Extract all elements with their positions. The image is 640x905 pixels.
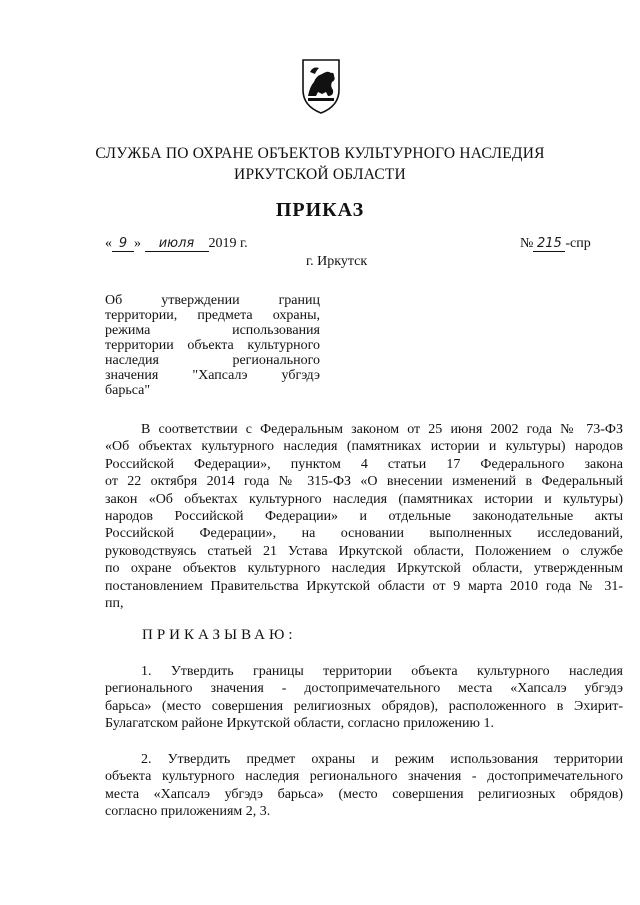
- item-2-line: 2. Утвердить предмет охраны и режим использования территории: [141, 752, 623, 767]
- date-close-quote: »: [134, 236, 141, 251]
- date-month: июля: [145, 237, 209, 252]
- order-item-1: [105, 663, 623, 733]
- preamble-line: постановлением Правительства Иркутской области от 9 марта 2010 года № 31-: [105, 578, 623, 594]
- order-number: [520, 236, 591, 252]
- number-value: 215: [533, 237, 565, 252]
- organization-name-line-1: СЛУЖБА ПО ОХРАНЕ ОБЪЕКТОВ КУЛЬТУРНОГО НАСЛЕДИЯ: [95, 145, 545, 162]
- subject-line: территории объекта культурного: [105, 338, 320, 353]
- date-day: 9: [112, 237, 134, 252]
- item-2-line: согласно приложениям 2, 3.: [105, 804, 271, 820]
- preamble-line: от 22 октября 2014 года № 315-ФЗ «О внесении изменений в Федеральный: [105, 474, 623, 490]
- preamble-line: закон «Об объектах культурного наследия (памятниках истории и культуры): [105, 491, 623, 507]
- item-1-line: барьса» (место совершения религиозных обрядов), расположенного в Эхирит-: [105, 698, 623, 714]
- preamble-line: по охране объектов культурного наследия Иркутской области, утвержденным: [105, 561, 623, 577]
- item-1-line: Булагатском районе Иркутской области, согласно приложению 1.: [105, 716, 494, 732]
- item-2-line: места «Хапсалэ убгэдэ барьса» (место совершения религиозных обрядов): [105, 786, 623, 802]
- subject-line: Об утверждении границ: [105, 293, 320, 308]
- preamble-paragraph: [105, 421, 623, 612]
- subject-line: значения "Хапсалэ убгэдэ: [105, 368, 320, 383]
- irkutsk-coat-of-arms-icon: [300, 56, 342, 116]
- item-2-line: объекта культурного наследия регионального значения - достопримечательного: [105, 769, 623, 785]
- item-1-line: 1. Утвердить границы территории объекта культурного наследия: [141, 664, 623, 679]
- subject-line: наследия регионального: [105, 353, 320, 368]
- order-date: [105, 236, 248, 252]
- number-suffix: -спр: [565, 236, 591, 251]
- document-title: ПРИКАЗ: [275, 199, 365, 221]
- order-item-2: [105, 751, 623, 821]
- city: г. Иркутск: [306, 254, 368, 269]
- subject-line: режима использования: [105, 323, 320, 338]
- subject-line: территории, предмета охраны,: [105, 308, 320, 323]
- date-open-quote: «: [105, 236, 112, 251]
- preamble-line: Российской Федерации», на основании выполненных исследований,: [105, 526, 623, 542]
- order-word: ПРИКАЗЫВАЮ:: [142, 627, 297, 643]
- preamble-line: руководствуясь статьей 21 Устава Иркутской области, Положением о службе: [105, 543, 623, 559]
- subject-line: барьса": [105, 383, 151, 398]
- preamble-line: В соответствии с Федеральным законом от 25 июня 2002 года № 73-ФЗ: [141, 422, 623, 437]
- date-year: 2019 г.: [208, 236, 248, 251]
- organization-name-line-2: ИРКУТСКОЙ ОБЛАСТИ: [234, 166, 406, 183]
- preamble-line: народов Российской Федерации» и отдельные законодательные акты: [105, 509, 623, 525]
- preamble-line: Российской Федерации», пунктом 4 статьи 17 Федерального закона: [105, 456, 623, 472]
- preamble-line: пп,: [105, 596, 124, 612]
- preamble-line: «Об объектах культурного наследия (памятниках истории и культуры) народов: [105, 439, 623, 455]
- item-1-line: регионального значения - достопримечательного места «Хапсалэ убгэдэ: [105, 681, 623, 697]
- order-subject: [105, 293, 320, 398]
- number-prefix: №: [520, 236, 534, 251]
